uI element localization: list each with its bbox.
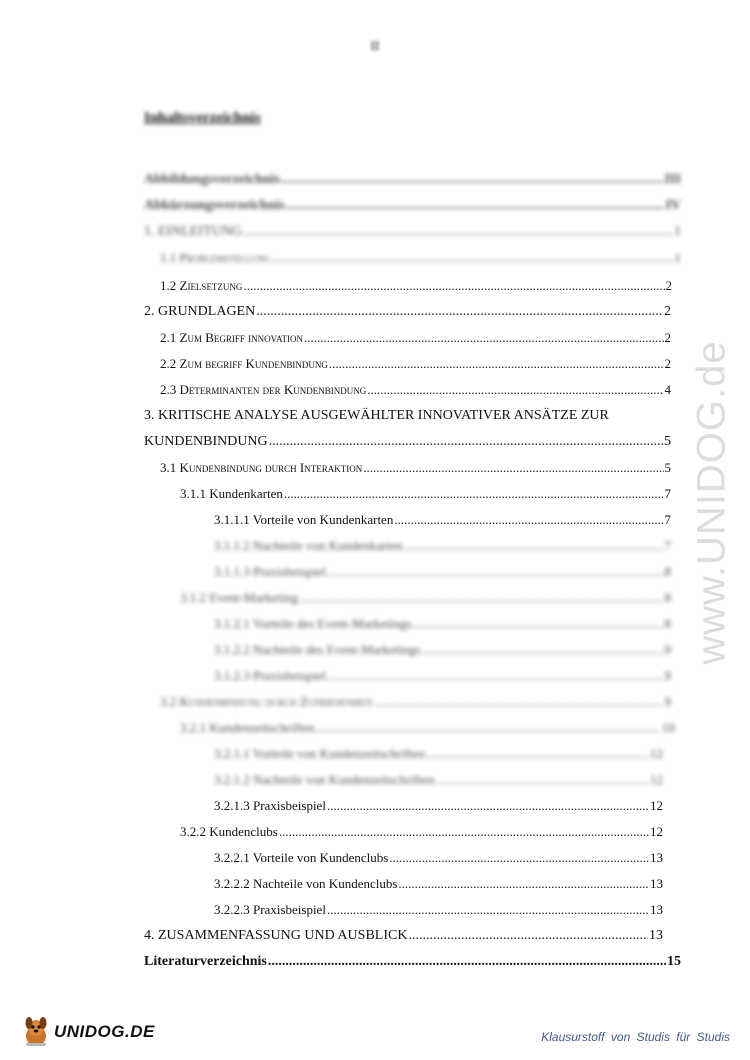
unidog-logo[interactable] <box>22 1012 155 1052</box>
toc-dot-leader <box>394 512 663 528</box>
toc-entry[interactable] <box>160 356 671 372</box>
toc-page-number: 10 <box>662 720 675 735</box>
dog-icon <box>22 1016 50 1048</box>
toc-page-number: 12 <box>650 798 663 813</box>
toc-page-number: 9 <box>664 642 671 657</box>
toc-page-number: 2 <box>664 356 671 371</box>
toc-dot-leader <box>327 668 664 684</box>
toc-entry[interactable] <box>180 486 671 502</box>
toc-dot-leader <box>403 538 663 554</box>
toc-page-number: 12 <box>650 772 663 787</box>
toc-entry[interactable] <box>214 772 663 788</box>
toc-dot-leader <box>389 850 649 866</box>
toc-page-number: 2 <box>665 278 672 293</box>
toc-page-number: 9 <box>664 694 671 709</box>
toc-entry[interactable] <box>214 902 663 918</box>
toc-page-number: 4 <box>664 382 671 397</box>
toc-entry[interactable] <box>214 876 663 892</box>
footer-slogan: Klausurstoff von Studis für Studis <box>541 1030 730 1044</box>
toc-dot-leader <box>374 694 664 710</box>
toc-entry[interactable] <box>214 512 671 528</box>
toc-dot-leader <box>281 172 664 188</box>
toc-dot-leader <box>398 876 649 892</box>
toc-entry[interactable] <box>180 720 675 736</box>
toc-entry-title: 3.2.2.3 Praxisbeispiel <box>214 902 326 917</box>
toc-page-number: 2 <box>664 330 671 345</box>
toc-entry-title: Abkürzungsverzeichnis <box>144 198 285 213</box>
toc-page-number: 12 <box>650 746 663 761</box>
toc-entry[interactable] <box>144 954 681 970</box>
toc-entry[interactable] <box>214 538 671 554</box>
toc-dot-leader <box>408 928 648 944</box>
toc-page-number: 8 <box>664 590 671 605</box>
toc-dot-leader <box>256 304 663 320</box>
toc-page-number: 15 <box>667 954 681 969</box>
toc-entry-title: 3.2.2 Kundenclubs <box>180 824 278 839</box>
toc-page-number: 7 <box>664 538 671 553</box>
toc-entry-title: Abbildungsverzeichnis <box>144 172 281 187</box>
toc-dot-leader <box>304 330 664 346</box>
toc-entry-title: 3.2.1 Kundenzeitschriften <box>180 720 315 735</box>
toc-entry-title: 3.1.2.2 Nachteile des Event-Marketings <box>214 642 421 657</box>
toc-entry-title: 1.1 Problemstellung <box>160 250 271 265</box>
toc-entry-title: 1. EINLEITUNG <box>144 224 242 239</box>
toc-entry[interactable] <box>180 824 663 840</box>
toc-dot-leader <box>367 382 663 398</box>
logo-text: UNIDOG.DE <box>54 1022 155 1041</box>
toc-entry-title: 3.1.1 Kundenkarten <box>180 486 283 501</box>
toc-dot-leader <box>299 590 663 606</box>
toc-dot-leader <box>243 278 664 294</box>
toc-page-number: 12 <box>650 824 663 839</box>
toc-page-number: 1 <box>674 224 681 239</box>
toc-entry[interactable] <box>160 694 671 710</box>
toc-page-number: III <box>664 172 681 187</box>
toc-dot-leader <box>363 460 663 476</box>
toc-page-number: 5 <box>664 434 671 449</box>
toc-dot-leader <box>272 250 674 266</box>
toc-entry[interactable] <box>214 668 671 684</box>
toc-entry[interactable] <box>144 172 681 188</box>
toc-dot-leader <box>412 616 663 632</box>
toc-page-number: IV <box>665 198 681 213</box>
toc-entry-title: 3.2.1.2 Nachteile von Kundenzeitschriften <box>214 772 435 787</box>
toc-entry[interactable] <box>160 330 671 346</box>
toc-page-number: 1 <box>674 250 681 265</box>
toc-dot-leader <box>327 798 649 814</box>
watermark <box>662 280 734 740</box>
toc-entry-title: 3.2.2.2 Nachteile von Kundenclubs <box>214 876 398 891</box>
toc-page-number: 9 <box>664 668 671 683</box>
toc-entry-title: 1.2 Zielsetzung <box>160 278 243 293</box>
toc-page-number: 13 <box>650 902 663 917</box>
toc-page-number: 7 <box>664 486 671 501</box>
toc-dot-leader <box>316 720 661 736</box>
toc-entry[interactable] <box>214 850 663 866</box>
toc-entry-title: 3.1.1.2 Nachteile von Kundenkarten <box>214 538 403 553</box>
page-number: II <box>370 38 380 53</box>
toc-entry[interactable] <box>160 460 671 476</box>
toc-entry-title: 3.2 Kundenbindung durch Zufriedenheit <box>160 694 373 709</box>
toc-dot-leader <box>426 746 649 762</box>
toc-entry[interactable] <box>160 250 681 266</box>
toc-page-number: 8 <box>664 564 671 579</box>
toc-entry[interactable] <box>214 564 671 580</box>
toc-dot-leader <box>269 434 663 450</box>
toc-page-number: 5 <box>664 460 671 475</box>
watermark-text: www.UNIDOG.de <box>689 340 734 665</box>
toc-page-number: 13 <box>650 850 663 865</box>
toc-entry-title: 3.1.1.1 Vorteile von Kundenkarten <box>214 512 394 527</box>
toc-entry-title: Literaturverzeichnis <box>144 954 267 969</box>
toc-entry[interactable] <box>214 746 663 762</box>
toc-entry-title: 2.1 Zum Begriff innovation <box>160 330 303 345</box>
toc-dot-leader <box>279 824 649 840</box>
toc-dot-leader <box>243 224 673 240</box>
toc-dot-leader <box>286 198 665 214</box>
toc-page-number: 13 <box>650 876 663 891</box>
toc-page-number: 7 <box>664 512 671 527</box>
toc-entry[interactable] <box>214 798 663 814</box>
toc-title: Inhaltsverzeichnis <box>144 110 261 126</box>
toc-dot-leader <box>329 356 664 372</box>
toc-entry[interactable] <box>144 198 681 214</box>
toc-entry[interactable] <box>144 928 663 944</box>
toc-dot-leader <box>422 642 664 658</box>
toc-entry-title: 4. ZUSAMMENFASSUNG UND AUSBLICK <box>144 928 408 943</box>
toc-dot-leader <box>268 954 666 970</box>
toc-entry-title: 3.2.1.1 Vorteile von Kundenzeitschriften <box>214 746 426 761</box>
toc-entry-title: 3.1.2.3 Praxisbeispiel <box>214 668 326 683</box>
toc-entry[interactable] <box>214 642 671 658</box>
toc-entry-title: 3.1.2 Event-Marketing <box>180 590 299 605</box>
toc-entry[interactable] <box>180 590 671 606</box>
toc-entry-title: 3.1 Kundenbindung durch Interaktion <box>160 460 363 475</box>
toc-dot-leader <box>327 902 649 918</box>
toc-page-number: 8 <box>664 616 671 631</box>
toc-entry[interactable] <box>160 382 671 398</box>
toc-entry-title: 2.2 Zum begriff Kundenbindung <box>160 356 328 371</box>
toc-entry[interactable] <box>160 278 672 294</box>
toc-entry-title: KUNDENBINDUNG <box>144 434 268 449</box>
toc-entry-title: 3.2.2.1 Vorteile von Kundenclubs <box>214 850 389 865</box>
toc-entry-title: 3.2.1.3 Praxisbeispiel <box>214 798 326 813</box>
toc-entry-title: 3.1.2.1 Vorteile des Event-Marketings <box>214 616 412 631</box>
toc-dot-leader <box>327 564 664 580</box>
toc-entry-title: 2. GRUNDLAGEN <box>144 304 256 319</box>
toc-entry[interactable] <box>144 304 671 320</box>
toc-page-number: 13 <box>649 928 663 943</box>
toc-entry-title: 3.1.1.3 Praxisbeispiel <box>214 564 326 579</box>
toc-entry-title: 2.3 Determinanten der Kundenbindung <box>160 382 367 397</box>
toc-dot-leader <box>284 486 664 502</box>
toc-page-number: 2 <box>664 304 671 319</box>
toc-entry[interactable] <box>144 434 671 450</box>
toc-entry-title-line: 3. KRITISCHE ANALYSE AUSGEWÄHLTER INNOVATIVER ANSÄTZE ZUR <box>144 408 609 423</box>
toc-entry[interactable] <box>214 616 671 632</box>
toc-dot-leader <box>435 772 649 788</box>
toc-entry[interactable] <box>144 224 681 240</box>
